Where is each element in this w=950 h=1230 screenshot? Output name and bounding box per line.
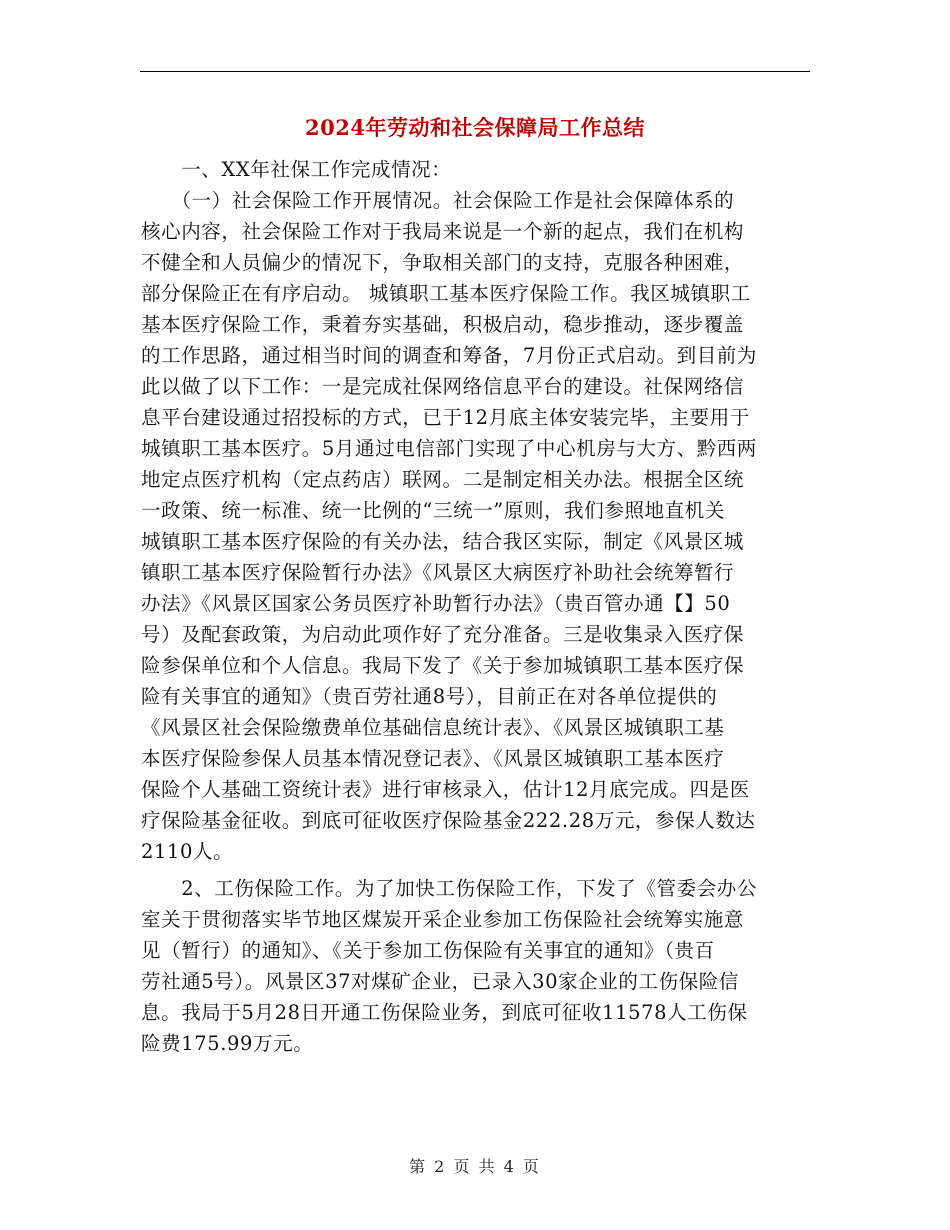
text-line: 部分保险正在有序启动。 城镇职工基本医疗保险工作。我区城镇职工 xyxy=(141,282,751,305)
text-line: 基本医疗保险工作，秉着夯实基础，积极启动，稳步推动，逐步覆盖 xyxy=(141,313,745,336)
text-line: 一政策、统一标准、统一比例的“三统一”原则，我们参照地直机关 xyxy=(141,499,725,522)
text-line: 2、工伤保险工作。为了加快工伤保险工作，下发了《管委会办公 xyxy=(141,877,758,900)
text-line: 见（暂行）的通知》、《关于参加工伤保险有关事宜的通知》（贵百 xyxy=(141,939,715,962)
text-line: 此以做了以下工作：一是完成社保网络信息平台的建设。社保网络信 xyxy=(141,375,745,398)
text-line: 疗保险基金征收。到底可征收医疗保险基金222.28万元，参保人数达 xyxy=(141,809,756,832)
text-line: 的工作思路，通过相当时间的调查和筹备，7月份正式启动。到目前为 xyxy=(141,344,758,367)
text-line: 险费175.99万元。 xyxy=(141,1032,314,1055)
document-title: 2024年劳动和社会保障局工作总结 xyxy=(305,115,645,140)
text-line: 息平台建设通过招投标的方式，已于12月底主体安装完毕，主要用于 xyxy=(141,406,750,429)
text-line: 号）及配套政策，为启动此项作好了充分准备。三是收集录入医疗保 xyxy=(141,623,745,646)
text-line: 地定点医疗机构（定点药店）联网。二是制定相关办法。根据全区统 xyxy=(141,468,745,491)
text-line: 城镇职工基本医疗。5月通过电信部门实现了中心机房与大方、黔西两 xyxy=(141,437,758,460)
text-line: 保险个人基础工资统计表》进行审核录入，估计12月底完成。四是医 xyxy=(141,778,750,801)
text-line: 城镇职工基本医疗保险的有关办法，结合我区实际，制定《风景区城 xyxy=(141,530,745,553)
page-number-footer: 第 2 页 共 4 页 xyxy=(409,1157,541,1176)
text-line: 险参保单位和个人信息。我局下发了《关于参加城镇职工基本医疗保 xyxy=(141,654,745,677)
text-line: 劳社通5号）。风景区37对煤矿企业，已录入30家企业的工伤保险信 xyxy=(141,970,739,993)
text-line: 一、XX年社保工作完成情况： xyxy=(141,158,452,181)
text-line: 办法》《风景区国家公务员医疗补助暂行办法》（贵百管办通【】50 xyxy=(141,592,731,615)
text-line: 本医疗保险参保人员基本情况登记表》、《风景区城镇职工基本医疗 xyxy=(141,747,725,770)
text-line: 镇职工基本医疗保险暂行办法》《风景区大病医疗补助社会统筹暂行 xyxy=(141,561,735,584)
text-line: （一）社会保险工作开展情况。社会保险工作是社会保障体系的 xyxy=(141,189,735,212)
text-line: 核心内容，社会保险工作对于我局来说是一个新的起点，我们在机构 xyxy=(141,220,745,243)
text-line: 险有关事宜的通知》（贵百劳社通8号），目前正在对各单位提供的 xyxy=(141,685,718,708)
text-line: 不健全和人员偏少的情况下，争取相关部门的支持，克服各种困难， xyxy=(141,251,745,274)
text-line: 《风景区社会保险缴费单位基础信息统计表》、《风景区城镇职工基 xyxy=(141,716,725,739)
text-line: 息。我局于5月28日开通工伤保险业务，到底可征收11578人工伤保 xyxy=(141,1001,748,1024)
text-line: 2110人。 xyxy=(141,840,234,863)
header-rule xyxy=(140,71,810,72)
text-line: 室关于贯彻落实毕节地区煤炭开采企业参加工伤保险社会统筹实施意 xyxy=(141,908,745,931)
